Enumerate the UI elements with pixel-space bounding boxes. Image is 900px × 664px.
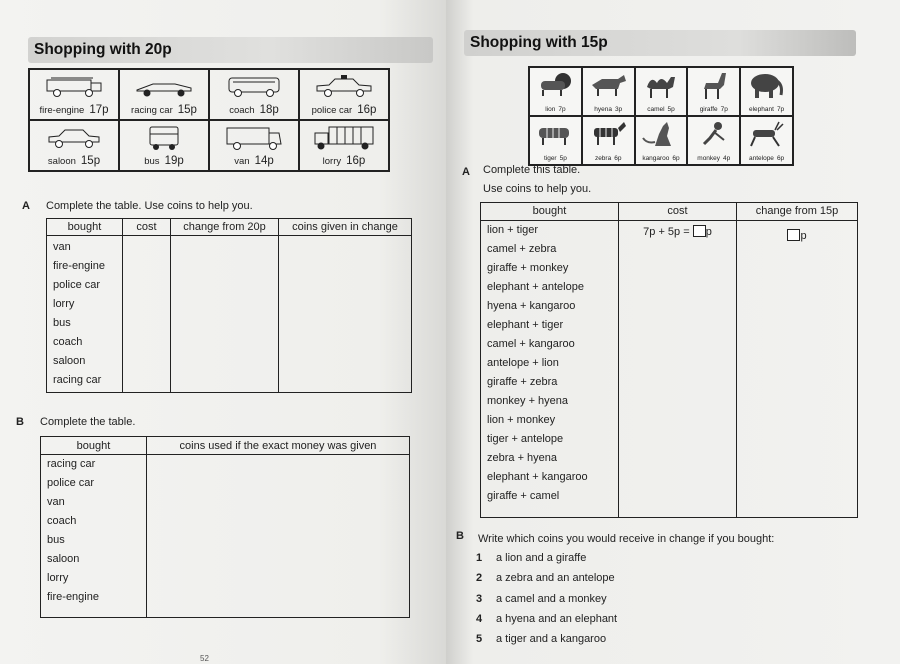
giraffe-icon <box>694 71 734 99</box>
table-row-item: saloon <box>53 355 86 368</box>
section-letter: A <box>462 166 470 178</box>
animal-name: monkey <box>697 155 721 162</box>
col-header: change from 15p <box>737 203 858 221</box>
animal-name: camel <box>647 106 665 113</box>
animal-name: zebra <box>594 155 612 162</box>
table-row-item: monkey + hyena <box>487 394 569 407</box>
vehicle-name: police car <box>311 105 353 116</box>
animal-price: 6p <box>614 155 622 162</box>
vehicle-price: 14p <box>254 155 274 167</box>
vehicle-price: 18p <box>259 104 279 116</box>
animal-name: lion <box>545 106 556 113</box>
zebra-icon <box>588 120 628 146</box>
section-instruction: Complete the table. <box>40 416 136 428</box>
list-item: 4 a hyena and an elephant <box>476 613 618 625</box>
cost-column[interactable] <box>619 220 737 517</box>
vehicle-price-grid <box>28 68 390 172</box>
animal-price: 3p <box>614 106 623 113</box>
animal-name: elephant <box>748 106 774 113</box>
list-item: 2 a zebra and an antelope <box>476 572 615 584</box>
change-table <box>46 218 412 393</box>
section-instruction: Complete the table. Use coins to help you. <box>46 200 253 212</box>
coins-column[interactable] <box>279 236 412 393</box>
vehicle-cell <box>299 120 389 171</box>
table-row-item: coach <box>47 515 77 528</box>
section-instruction: Use coins to help you. <box>483 183 592 195</box>
section-letter: B <box>16 416 24 428</box>
racing-car-icon <box>133 74 195 98</box>
vehicle-name: van <box>234 156 250 167</box>
col-header: coins used if the exact money was given <box>147 437 410 455</box>
change-from-15p-table <box>480 202 858 518</box>
vehicle-cell <box>29 120 119 171</box>
section-instruction: Complete this table. <box>483 164 581 176</box>
table-row-item: racing car <box>47 458 96 471</box>
animal-cell <box>740 116 793 165</box>
vehicle-name: saloon <box>47 156 76 167</box>
animal-name: kangaroo <box>642 155 670 162</box>
vehicle-cell <box>209 120 299 171</box>
vehicle-price: 19p <box>164 155 184 167</box>
animal-cell <box>582 67 635 116</box>
animal-cell <box>635 67 688 116</box>
camel-icon <box>641 71 681 99</box>
page-title: Shopping with 15p <box>464 30 856 56</box>
vehicle-name: lorry <box>322 156 342 167</box>
van-icon <box>223 125 285 151</box>
change-column[interactable] <box>737 220 858 517</box>
change-column[interactable] <box>171 236 279 393</box>
animal-cell <box>529 67 582 116</box>
vehicle-cell <box>209 69 299 120</box>
table-row-item: fire-engine <box>47 591 99 604</box>
animal-name: hyena <box>594 106 612 113</box>
lion-icon <box>535 71 575 97</box>
table-row-item: elephant + tiger <box>487 318 564 331</box>
table-row-item: lion + tiger <box>487 223 539 236</box>
animal-cell <box>687 116 740 165</box>
animal-name: antelope <box>748 155 774 162</box>
col-header: coins given in change <box>279 219 412 236</box>
table-row-item: lion + monkey <box>487 413 556 426</box>
table-row-item: elephant + antelope <box>487 280 584 293</box>
vehicle-name: racing car <box>131 105 173 116</box>
table-row-item: elephant + kangaroo <box>487 470 588 483</box>
table-row-item: bus <box>47 534 65 547</box>
tiger-icon <box>535 120 575 146</box>
bus-icon <box>144 125 184 151</box>
animal-price: 5p <box>667 106 675 113</box>
vehicle-name: coach <box>229 105 255 116</box>
police-car-icon <box>313 74 375 98</box>
vehicle-price: 17p <box>89 104 109 116</box>
right-page <box>446 0 900 664</box>
animal-price: 5p <box>559 155 567 162</box>
animal-name: tiger <box>543 155 557 162</box>
table-row-item: police car <box>47 477 95 490</box>
col-header: change from 20p <box>171 219 279 236</box>
saloon-icon <box>43 125 105 149</box>
animal-cell <box>740 67 793 116</box>
table-row-item: lorry <box>47 572 69 585</box>
section-letter: A <box>22 200 30 212</box>
table-row-item: giraffe + monkey <box>487 261 569 274</box>
table-row-item: lorry <box>53 298 75 311</box>
coach-icon <box>223 74 285 98</box>
animal-cell <box>687 67 740 116</box>
vehicle-cell <box>119 120 209 171</box>
table-row-item: van <box>53 241 71 254</box>
table-row-item: tiger + antelope <box>487 432 564 445</box>
kangaroo-icon <box>641 120 681 148</box>
col-header: bought <box>481 203 619 221</box>
list-item: 5 a tiger and a kangaroo <box>476 633 607 645</box>
cost-column[interactable] <box>123 236 171 393</box>
table-row-item: racing car <box>53 374 102 387</box>
col-header: cost <box>123 219 171 236</box>
table-row-item: coach <box>53 336 83 349</box>
animal-price: 7p <box>558 106 566 113</box>
vehicle-name: bus <box>144 156 160 167</box>
vehicle-cell <box>299 69 389 120</box>
animal-cell <box>635 116 688 165</box>
vehicle-cell <box>29 69 119 120</box>
animal-cell <box>582 116 635 165</box>
elephant-icon <box>747 71 787 99</box>
answer-box[interactable] <box>693 225 706 237</box>
exact-money-table <box>40 436 410 618</box>
page-number: 52 <box>200 654 209 663</box>
animal-price: 4p <box>723 155 731 162</box>
antelope-icon <box>747 120 787 148</box>
vehicle-price: 15p <box>177 104 197 116</box>
unit-label: p <box>705 225 712 238</box>
animal-price: 7p <box>720 106 728 113</box>
animal-cell <box>529 116 582 165</box>
table-row-item: fire-engine <box>53 260 105 273</box>
vehicle-name: fire-engine <box>39 105 85 116</box>
animal-price: 6p <box>672 155 680 162</box>
table-row-item: van <box>47 496 65 509</box>
col-header: bought <box>47 219 123 236</box>
vehicle-price: 16p <box>357 104 377 116</box>
animal-price: 6p <box>776 155 785 162</box>
coins-used-column[interactable] <box>147 455 410 618</box>
example-cost-sum: 7p + 5p = <box>643 225 690 238</box>
table-row-item: saloon <box>47 553 80 566</box>
table-row-item: hyena + kangaroo <box>487 299 576 312</box>
table-row-item: giraffe + camel <box>487 489 560 502</box>
table-row-item: giraffe + zebra <box>487 375 558 388</box>
vehicle-price: 15p <box>80 155 101 167</box>
table-row-item: camel + kangaroo <box>487 337 575 350</box>
section-instruction: Write which coins you would receive in change if you bought: <box>478 533 775 545</box>
hyena-icon <box>588 71 628 97</box>
lorry-icon <box>311 125 377 151</box>
animal-name: giraffe <box>699 106 718 113</box>
section-letter: B <box>456 530 464 542</box>
vehicle-price: 16p <box>346 155 366 167</box>
vehicle-cell <box>119 69 209 120</box>
animal-price-grid <box>528 66 794 166</box>
table-row-item: bus <box>53 317 71 330</box>
table-row-item: camel + zebra <box>487 242 557 255</box>
page-title: Shopping with 20p <box>28 37 433 63</box>
table-row-item: zebra + hyena <box>487 451 558 464</box>
table-row-item: antelope + lion <box>487 356 559 369</box>
unit-label: p <box>800 229 807 242</box>
table-row-item: police car <box>53 279 101 292</box>
col-header: bought <box>41 437 147 455</box>
monkey-icon <box>694 120 734 148</box>
fire-engine-icon <box>43 74 105 98</box>
answer-box[interactable] <box>787 229 800 241</box>
animal-price: 7p <box>776 106 785 113</box>
col-header: cost <box>619 203 737 221</box>
list-item: 3 a camel and a monkey <box>476 593 607 605</box>
list-item: 1 a lion and a giraffe <box>476 552 587 564</box>
left-page <box>0 0 446 664</box>
